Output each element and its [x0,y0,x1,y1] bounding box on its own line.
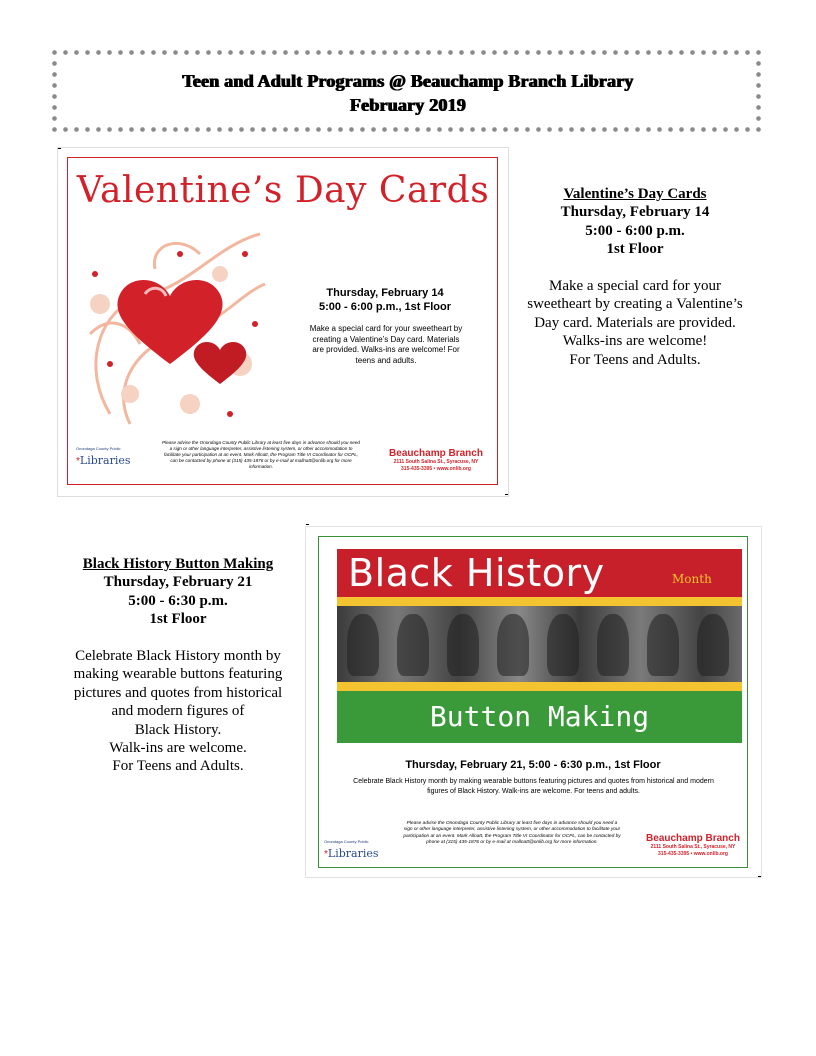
black-history-flyer-subheading: Button Making [429,700,650,733]
black-history-flyer-when: Thursday, February 21, 5:00 - 6:30 p.m., 1st Floor [405,759,661,771]
library-logo [76,446,131,469]
black-history-event-title: Black History Button Making [82,556,274,572]
branch-contact: 315-435-3395 • www.onlib.org [658,850,728,857]
black-history-flyer-month: Month [672,572,712,586]
scan-mark [306,524,309,525]
flyer-yellow-band [337,682,742,691]
branch-contact: 315-435-3395 • www.onlib.org [401,465,471,472]
description-line: making wearable buttons featuring [73,666,283,683]
valentine-flyer-description: Make a special card for your sweetheart by creating a Valentine’s Day card. Materials are provided. Walks-ins are welcome! For teens and adults. [309,324,463,365]
page-title: Teen and Adult Programs @ Beauchamp Branch Library [182,71,634,91]
valentine-event-floor: 1st Floor [606,241,664,258]
valentine-flyer-heading: Valentine’s Day Cards [76,170,490,211]
valentine-event-date: Thursday, February 14 [560,204,710,221]
black-history-flyer-description: Celebrate Black History month by making wearable buttons featuring pictures and quotes from historical and modern figures of Black History. Walk-ins are welcome. For teens and adults. [353,778,714,795]
branch-info [634,833,752,857]
branch-name: Beauchamp Branch [646,833,740,844]
scan-mark [505,494,508,495]
description-line: For Teens and Adults. [112,758,244,775]
valentine-flyer-time: 5:00 - 6:00 p.m., 1st Floor [318,301,452,313]
portrait [547,614,579,676]
valentine-flyer-date: Thursday, February 14 [326,287,444,299]
portrait [697,614,729,676]
portrait [497,614,529,676]
branch-address: 2111 South Salina St., Syracuse, NY [393,459,479,465]
portrait [447,614,479,676]
valentine-flyer-accessibility-note: Please advise the Onondaga County Public Library at least five days in advance should you need a sign or other language interpreter, assistive listening system, or other accommodation to facilitate your participation at an event. Mark Allnatt, the Program Title VI Coordinator for OCPL, can be contacted by phone at (315) 435-1876 or by e-mail at mallnatt@onlib.org for more information. [162,440,360,469]
black-history-event-date: Thursday, February 21 [103,574,253,591]
description-line: pictures and quotes from historical [73,684,283,701]
description-line: sweetheart by creating a Valentine’s [527,296,743,313]
branch-info [380,448,492,472]
logo-small-text: Onondaga County Public [324,839,369,844]
header-inner [60,58,756,126]
page-subtitle-month: February 2019 [349,95,467,115]
valentine-flyer-when [290,286,480,314]
branch-name: Beauchamp Branch [389,448,483,459]
description-line: Celebrate Black History month by [75,648,281,665]
branch-address: 2111 South Salina St., Syracuse, NY [650,844,736,850]
black-history-flyer-heading: Black History [348,551,605,595]
flyer-yellow-band [337,597,742,606]
description-line: Make a special card for your [548,278,721,295]
logo-big-text: Libraries [79,454,131,467]
library-logo [324,839,379,862]
black-history-event-details [58,555,298,776]
portrait [347,614,379,676]
scan-mark [758,876,761,877]
black-history-event-time: 5:00 - 6:30 p.m. [128,592,228,609]
description-line: For Teens and Adults. [569,351,701,368]
valentine-event-details [505,185,765,369]
valentine-flyer-image [58,148,508,496]
historical-figures-photo-strip [337,606,742,682]
description-line: Walk-ins are welcome. [109,740,247,757]
valentine-event-description [505,277,765,369]
logo-star-icon: * [76,456,80,467]
black-history-event-description [58,647,298,776]
portrait [647,614,679,676]
description-line: Day card. Materials are provided. [534,314,736,331]
portrait [597,614,629,676]
valentine-event-time: 5:00 - 6:00 p.m. [585,222,685,239]
description-line: Walks-ins are welcome! [562,333,708,350]
description-line: and modern figures of [111,703,245,720]
description-line: Black History. [134,721,222,738]
black-history-event-floor: 1st Floor [149,611,207,628]
black-history-flyer-image [306,527,761,877]
valentine-event-title: Valentine’s Day Cards [563,186,707,202]
logo-small-text: Onondaga County Public [76,446,121,451]
black-history-flyer-accessibility-note: Please advise the Onondaga County Public Library at least five days in advance should you need a sign or other language interpreter, assistive listening system, or other accommodation to facilitate your participation at an event. Mark Allnatt, the Program Title VI Coordinator for OCPL, can be contacted by phone at (315) 435-1876 or by e-mail at mallnatt@onlib.org for more information. [403,821,621,845]
scan-mark [58,148,61,149]
logo-star-icon: * [324,849,328,860]
hearts-illustration [70,214,270,434]
portrait [397,614,429,676]
header-banner [49,47,767,137]
logo-big-text: Libraries [327,847,379,860]
